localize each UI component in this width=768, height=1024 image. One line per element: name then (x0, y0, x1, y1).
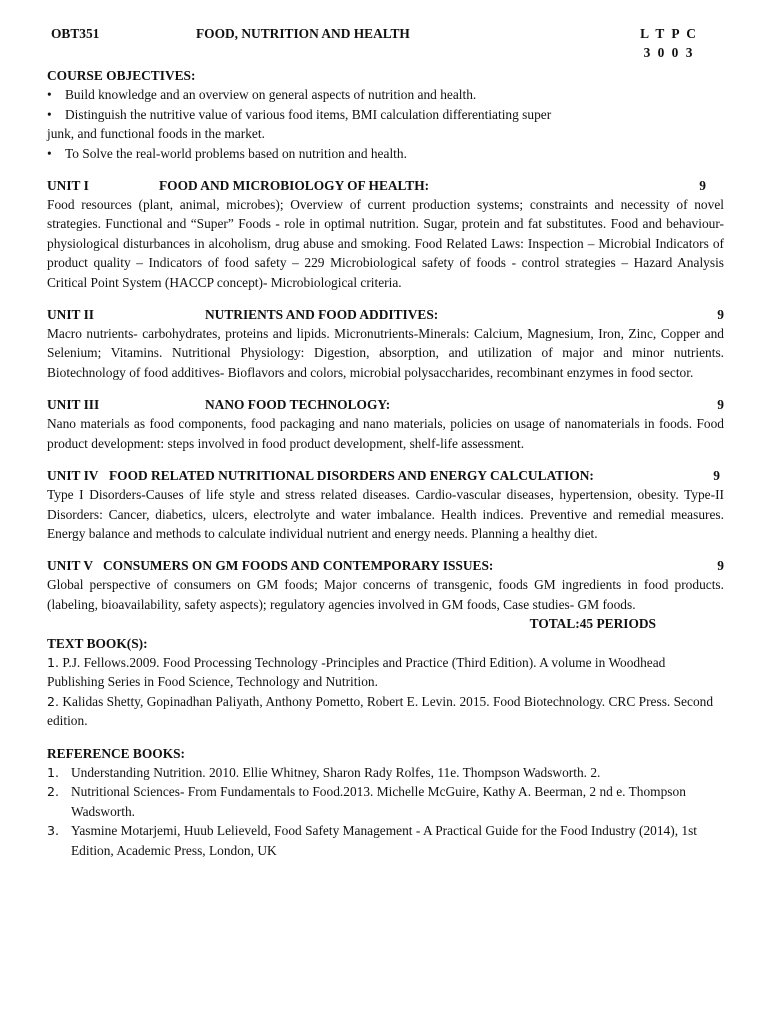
book-text: Understanding Nutrition. 2010. Ellie Whitney, Sharon Rady Rolfes, 11e. Thompson Wadsworth. 2. (71, 764, 601, 780)
unit-number: UNIT III (47, 397, 100, 413)
unit-3-content: Nano materials as food components, food packaging and nano materials, policies on usage of nanomaterials in foods. Food product development: steps involved in food product development, shelf-life assessment. (47, 416, 724, 451)
unit-number: UNIT V (47, 558, 94, 574)
item-number: 2. (47, 693, 60, 709)
book-text: Yasmine Motarjemi, Huub Lelieveld, Food Safety Management - A Practical Guide for the Food Industry (2014), 1st Edition, Academic Press, London, UK (71, 823, 698, 858)
unit-hours: 9 (717, 558, 724, 574)
unit-2-content: Macro nutrients- carbohydrates, proteins and lipids. Micronutrients-Minerals: Calcium, Magnesium, Iron, Zinc, Copper and Selenium; Vitamins. Nutritional Physiology: Digestion, absorption, and utilization of major and minor nutrients. Biotechnology of food additives- Bioflavors and colors, microbial polysaccharides, recombinant enzymes in food sector. (47, 326, 724, 380)
item-number: 2. (47, 784, 60, 800)
list-item (47, 692, 724, 731)
unit-5-heading (47, 556, 724, 575)
text-books-list (47, 653, 724, 731)
text-books-title: TEXT BOOK(S): (47, 635, 148, 651)
bullet-icon: • (47, 106, 52, 122)
unit-title: NANO FOOD TECHNOLOGY: (205, 397, 391, 413)
bullet-icon: • (47, 145, 52, 161)
syllabus-page (47, 24, 724, 860)
unit-4-heading (47, 466, 724, 485)
ltpc-values: 3 0 0 3 (643, 45, 695, 60)
book-text: Kalidas Shetty, Gopinadhan Paliyath, Anthony Pometto, Robert E. Levin. 2015. Food Biotechnology. CRC Press. Second edition. (47, 693, 714, 729)
ltpc-label: L T P C (640, 26, 698, 41)
book-text: P.J. Fellows.2009. Food Processing Technology -Principles and Practice (Third Edition). A volume in Woodhead Publishing Series in Food Science, Technology and Nutrition. (47, 654, 666, 690)
list-item (47, 782, 724, 821)
unit-title: FOOD RELATED NUTRITIONAL DISORDERS AND ENERGY CALCULATION: (109, 468, 594, 484)
unit-number: UNIT IV (47, 468, 99, 484)
unit-number: UNIT I (47, 178, 89, 194)
unit-number: UNIT II (47, 307, 95, 323)
book-text: Nutritional Sciences- From Fundamentals to Food.2013. Michelle McGuire, Kathy A. Beerman, 2 nd e. Thompson Wadsworth. (71, 784, 686, 819)
list-item (47, 85, 724, 104)
item-number: 1. (47, 654, 60, 670)
total-periods: TOTAL:45 PERIODS (529, 616, 656, 632)
list-item (47, 821, 724, 860)
reference-books-list (47, 763, 724, 860)
unit-3-heading (47, 395, 724, 414)
unit-hours: 9 (699, 178, 706, 194)
unit-hours: 9 (717, 307, 724, 323)
objective-continuation: junk, and functional foods in the market. (47, 126, 265, 142)
list-item (47, 105, 724, 144)
objective-text: Build knowledge and an overview on general aspects of nutrition and health. (65, 87, 477, 103)
unit-hours: 9 (713, 468, 720, 484)
objectives-title: COURSE OBJECTIVES: (47, 68, 196, 83)
unit-title: CONSUMERS ON GM FOODS AND CONTEMPORARY ISSUES: (103, 558, 494, 574)
unit-5-content: Global perspective of consumers on GM foods; Major concerns of transgenic, foods GM ingredients in food products. (labeling, bioavailability, safety aspects); regulatory agencies involved in GM foods, Case studies- GM foods. (47, 577, 724, 612)
list-item (47, 144, 724, 163)
ltpc-block (639, 24, 699, 62)
unit-hours: 9 (717, 397, 724, 413)
objectives-list (47, 85, 724, 163)
course-header (47, 24, 724, 62)
objective-text: To Solve the real-world problems based on nutrition and health. (65, 145, 407, 161)
item-number: 1. (47, 764, 60, 780)
reference-books-title: REFERENCE BOOKS: (47, 745, 186, 761)
unit-title: FOOD AND MICROBIOLOGY OF HEALTH: (159, 178, 430, 194)
course-code: OBT351 (51, 26, 100, 41)
bullet-icon: • (47, 87, 52, 103)
unit-1-heading (47, 176, 724, 195)
item-number: 3. (47, 823, 60, 839)
unit-1-content: Food resources (plant, animal, microbes); Overview of current production systems; constraints and necessity of novel strategies. Functional and “Super” Foods - role in optimal nutrition. Sugar, protein and fat substitutes. Food and behaviour- physiological disturbances in alcoholism, drug abuse and smoking. Food Related Laws: Inspection – Microbial Indicators of product quality – Indicators of food safety – 229 Microbiological safety of foods - control strategies – Hazard Analysis Critical Point System (HACCP concept)- Microbiological criteria. (47, 197, 724, 290)
unit-title: NUTRIENTS AND FOOD ADDITIVES: (205, 307, 439, 323)
list-item (47, 763, 724, 782)
list-item (47, 653, 724, 692)
unit-2-heading (47, 305, 724, 324)
objective-text: Distinguish the nutritive value of various food items, BMI calculation differentiating super (65, 106, 552, 122)
unit-4-content: Type I Disorders-Causes of life style and stress related diseases. Cardio-vascular diseases, hypertension, obesity. Type-II Disorders: Cancer, diabetics, ulcers, electrolyte and water imbalance. Health indices. Preventive and remedial measures. Energy balance and methods to calculate individual nutrient and energy needs. Planning a healthy diet. (47, 487, 724, 541)
course-title: FOOD, NUTRITION AND HEALTH (196, 26, 410, 41)
